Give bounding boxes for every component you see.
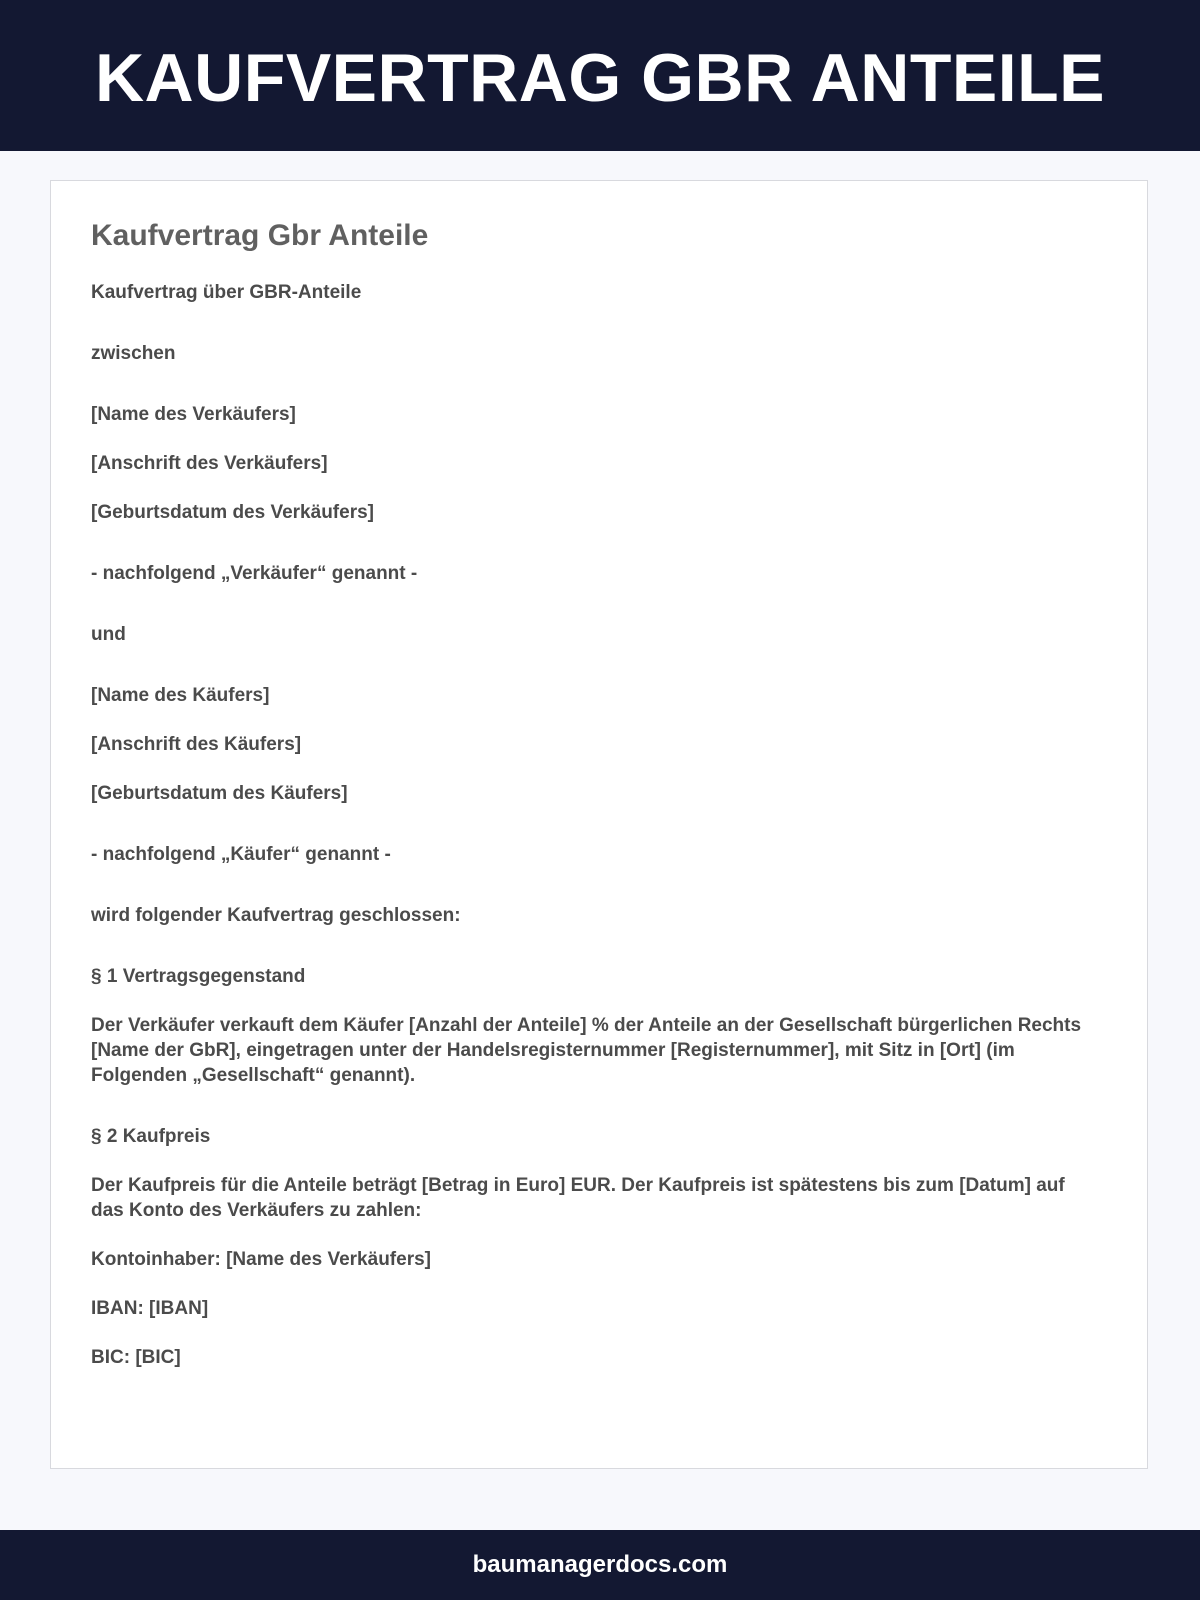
page-footer [0,1530,1200,1600]
buyer-address: [Anschrift des Käufers] [91,734,302,755]
page-header [0,0,1200,151]
section-1-body: Der Verkäufer verkauft dem Käufer [Anzahl der Anteile] % der Anteile an der Gesellschaft bürgerlichen Rechts [Name der GbR], eingetragen unter der Handelsregisternummer [Registernummer], mit Sitz in [Ort] (im Folgenden „Gesellschaft“ genannt). [91,1015,1082,1086]
contract-intro: wird folgender Kaufvertrag geschlossen: [91,905,461,926]
seller-birthdate: [Geburtsdatum des Verkäufers] [91,502,374,523]
account-holder: Kontoinhaber: [Name des Verkäufers] [91,1249,431,1270]
iban: IBAN: [IBAN] [91,1298,209,1319]
section-2-heading: § 2 Kaufpreis [91,1126,211,1147]
header-title: KAUFVERTRAG GBR ANTEILE [94,39,1106,116]
seller-designation: - nachfolgend „Verkäufer“ genannt - [91,563,418,584]
text-and: und [91,624,126,645]
seller-name: [Name des Verkäufers] [91,404,296,425]
section-1-heading: § 1 Vertragsgegenstand [91,966,306,987]
text-between: zwischen [91,343,176,364]
section-2-body: Der Kaufpreis für die Anteile beträgt [Betrag in Euro] EUR. Der Kaufpreis ist spätestens bis zum [Datum] auf das Konto des Verkäufers zu zahlen: [91,1175,1065,1221]
bic: BIC: [BIC] [91,1347,181,1368]
buyer-designation: - nachfolgend „Käufer“ genannt - [91,844,391,865]
footer-site: baumanagerdocs.com [472,1551,728,1578]
buyer-name: [Name des Käufers] [91,685,270,706]
document-title: Kaufvertrag Gbr Anteile [91,219,429,252]
document-card [50,180,1148,1469]
buyer-birthdate: [Geburtsdatum des Käufers] [91,783,348,804]
contract-heading: Kaufvertrag über GBR-Anteile [91,282,362,303]
seller-address: [Anschrift des Verkäufers] [91,453,328,474]
